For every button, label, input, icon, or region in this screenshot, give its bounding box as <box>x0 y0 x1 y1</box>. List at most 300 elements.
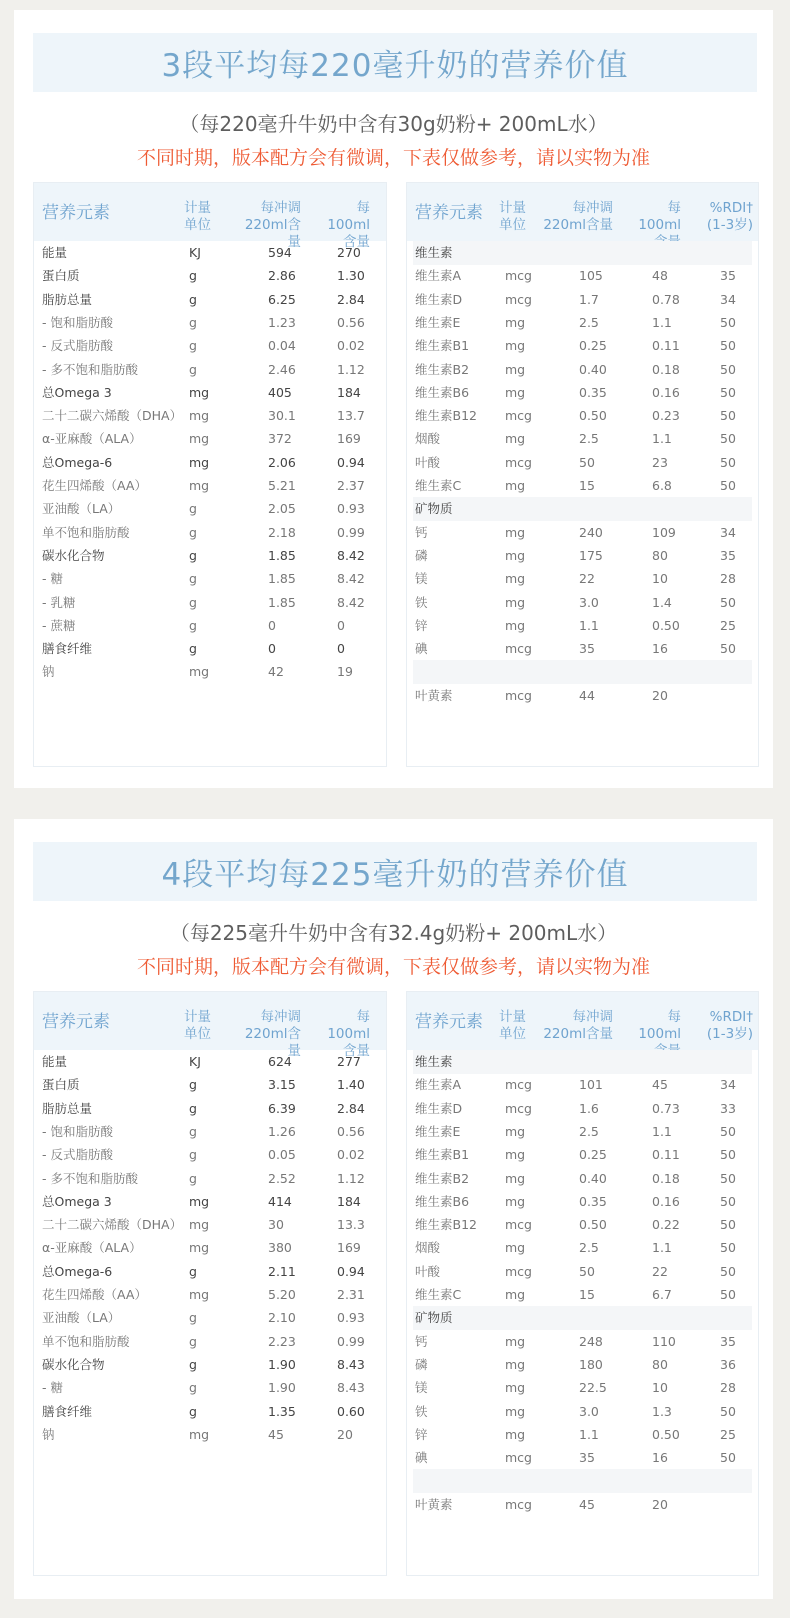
nutrient-unit: mg <box>189 431 210 447</box>
table-row <box>407 1330 758 1354</box>
nutrient-unit: g <box>189 1100 197 1116</box>
per-serving-value: 2.46 <box>268 361 296 377</box>
per-100ml-value: 0.50 <box>652 1426 680 1442</box>
group-row <box>413 497 752 521</box>
nutrient-unit: mg <box>505 1380 526 1396</box>
header-unit: 计量 单位 <box>184 1009 211 1042</box>
per-100ml-value: 0.18 <box>652 1170 680 1186</box>
per-100ml-value: 1.4 <box>652 594 672 610</box>
group-row <box>413 241 752 265</box>
nutrient-unit: g <box>189 1333 197 1349</box>
table-row <box>34 1376 386 1400</box>
per-100ml-value: 80 <box>652 1356 668 1372</box>
nutrient-unit: mcg <box>505 1450 532 1466</box>
per-serving-value: 3.0 <box>579 1403 599 1419</box>
header-per-serving: 每冲调 220ml含量 <box>244 200 301 250</box>
per-serving-value: 0.04 <box>268 338 296 354</box>
nutrient-unit: g <box>189 361 197 377</box>
per-serving-value: 2.5 <box>579 431 599 447</box>
per-serving-value: 3.15 <box>268 1077 296 1093</box>
table-row <box>34 544 386 568</box>
rdi-value: 50 <box>720 1287 736 1302</box>
nutrient-unit: mg <box>505 1333 526 1349</box>
per-100ml-value: 0.22 <box>652 1217 680 1233</box>
nutrient-unit: g <box>189 1077 197 1093</box>
per-serving-value: 180 <box>579 1356 603 1372</box>
per-100ml-value: 0.16 <box>652 384 680 400</box>
nutrient-unit: g <box>189 1403 197 1419</box>
table-row <box>34 381 386 405</box>
per-serving-value: 1.85 <box>268 571 296 587</box>
nutrient-name: 叶酸 <box>415 454 441 470</box>
nutrient-unit: mg <box>505 1147 526 1163</box>
table-row <box>34 591 386 615</box>
per-serving-value: 105 <box>579 268 603 284</box>
table-row <box>407 1236 758 1260</box>
nutrient-name: 总Omega 3 <box>42 384 112 400</box>
header-per-100ml: 每100ml 含量 <box>327 1009 370 1059</box>
table-row <box>34 567 386 591</box>
table-row <box>34 1190 386 1214</box>
rdi-value: 34 <box>720 524 736 540</box>
nutrient-unit: g <box>189 501 197 517</box>
nutrient-name: 维生素B12 <box>415 1217 477 1233</box>
per-serving-value: 405 <box>268 384 292 400</box>
per-100ml-value: 10 <box>652 1380 668 1396</box>
per-serving-value: 0.50 <box>579 408 607 424</box>
table-row <box>407 1493 758 1517</box>
per-serving-value: 240 <box>579 524 603 540</box>
table-row <box>407 1120 758 1144</box>
nutrient-name: 总Omega-6 <box>42 454 113 470</box>
nutrient-name: 矿物质 <box>415 501 453 517</box>
per-100ml-value: 1.1 <box>652 1240 672 1256</box>
per-100ml-value: 13.3 <box>337 1217 365 1233</box>
nutrient-name: 矿物质 <box>415 1310 453 1326</box>
section-subtitle: （每220毫升牛奶中含有30g奶粉+ 200mL水） <box>179 112 608 136</box>
per-100ml-value: 0.73 <box>652 1100 680 1116</box>
table-row <box>34 1213 386 1237</box>
rdi-value: 50 <box>720 1147 736 1163</box>
per-100ml-value: 0.11 <box>652 1147 680 1163</box>
per-serving-value: 1.1 <box>579 617 599 633</box>
section-title: 4段平均每225毫升奶的营养价值 <box>33 842 757 901</box>
per-100ml-value: 16 <box>652 1450 668 1466</box>
per-serving-value: 35 <box>579 1450 595 1466</box>
rdi-value: 28 <box>720 571 736 587</box>
rdi-value: 50 <box>720 1217 736 1233</box>
per-serving-value: 50 <box>579 454 595 470</box>
nutrient-name: 钙 <box>415 1333 428 1349</box>
per-100ml-value: 0.50 <box>652 617 680 633</box>
nutrient-name: 维生素 <box>415 245 453 260</box>
nutrient-name: 维生素B1 <box>415 338 470 354</box>
nutrient-unit: mcg <box>505 1263 532 1279</box>
nutrient-unit: g <box>189 1310 197 1326</box>
per-serving-value: 2.06 <box>268 454 296 470</box>
nutrient-unit: g <box>189 1123 197 1139</box>
per-serving-value: 30.1 <box>268 408 296 424</box>
table-row <box>34 241 386 265</box>
per-serving-value: 2.11 <box>268 1263 296 1279</box>
per-serving-value: 22 <box>579 571 595 587</box>
rdi-value: 28 <box>720 1380 736 1396</box>
nutrient-unit: g <box>189 268 197 284</box>
table-row <box>34 334 386 358</box>
table-row <box>34 1306 386 1330</box>
rdi-value: 50 <box>720 1123 736 1139</box>
nutrient-unit: g <box>189 1380 197 1396</box>
per-serving-value: 594 <box>268 245 292 260</box>
table-row <box>407 1446 758 1470</box>
nutrient-unit: mcg <box>505 291 532 307</box>
per-100ml-value: 109 <box>652 524 676 540</box>
per-100ml-value: 16 <box>652 641 668 657</box>
per-100ml-value: 0.23 <box>652 408 680 424</box>
nutrient-name: 叶黄素 <box>415 1496 453 1512</box>
per-serving-value: 248 <box>579 1333 603 1349</box>
per-serving-value: 42 <box>268 664 284 680</box>
table-row <box>407 521 758 545</box>
nutrient-unit: mg <box>189 664 210 680</box>
table-row <box>34 521 386 545</box>
table-row <box>34 1097 386 1121</box>
nutrient-name: 维生素B1 <box>415 1147 470 1163</box>
per-100ml-value: 0.94 <box>337 454 365 470</box>
group-row <box>413 1469 752 1493</box>
table-row <box>34 1050 386 1074</box>
per-100ml-value: 20 <box>337 1426 353 1442</box>
table-header <box>407 183 758 241</box>
nutrient-unit: mg <box>505 571 526 587</box>
nutrient-unit: g <box>189 291 197 307</box>
rdi-value: 25 <box>720 617 736 633</box>
per-100ml-value: 1.1 <box>652 314 672 330</box>
per-serving-value: 2.86 <box>268 268 296 284</box>
per-100ml-value: 20 <box>652 1496 668 1512</box>
table-row <box>407 1423 758 1447</box>
nutrient-name: 维生素A <box>415 268 462 284</box>
nutrient-name: 总Omega-6 <box>42 1263 113 1279</box>
nutrient-name: 碘 <box>415 641 428 657</box>
nutrient-unit: mg <box>505 547 526 563</box>
rdi-value: 50 <box>720 594 736 610</box>
per-serving-value: 1.23 <box>268 314 296 330</box>
group-row <box>413 660 752 684</box>
nutrient-name: - 多不饱和脂肪酸 <box>42 1170 138 1186</box>
per-100ml-value: 22 <box>652 1263 668 1279</box>
per-serving-value: 2.18 <box>268 524 296 540</box>
header-per-100ml: 每100ml 含量 <box>327 200 370 250</box>
nutrient-unit: mg <box>189 1240 210 1256</box>
per-serving-value: 6.39 <box>268 1100 296 1116</box>
per-serving-value: 1.6 <box>579 1100 599 1116</box>
per-100ml-value: 1.40 <box>337 1077 365 1093</box>
nutrient-name: 维生素C <box>415 478 462 493</box>
nutrient-name: 脂肪总量 <box>42 291 93 307</box>
nutrient-name: 维生素D <box>415 1100 463 1116</box>
nutrient-name: 单不饱和脂肪酸 <box>42 1333 130 1349</box>
rdi-value: 36 <box>720 1356 736 1372</box>
nutrient-name: - 蔗糖 <box>42 617 76 633</box>
table-row <box>34 660 386 684</box>
nutrient-unit: g <box>189 338 197 354</box>
per-100ml-value: 270 <box>337 245 361 260</box>
header-unit: 计量 单位 <box>184 200 211 233</box>
per-100ml-value: 0.02 <box>337 1147 365 1163</box>
table-row <box>407 404 758 428</box>
per-serving-value: 175 <box>579 547 603 563</box>
nutrient-table-left <box>33 991 387 1576</box>
nutrient-unit: mcg <box>505 1217 532 1233</box>
nutrient-unit: g <box>189 314 197 330</box>
per-serving-value: 5.20 <box>268 1287 296 1302</box>
table-row <box>407 311 758 335</box>
rdi-value: 35 <box>720 547 736 563</box>
per-serving-value: 15 <box>579 478 595 493</box>
table-row <box>407 358 758 382</box>
table-row <box>407 474 758 498</box>
nutrient-name: 维生素B12 <box>415 408 477 424</box>
nutrient-name: - 反式脂肪酸 <box>42 1147 113 1163</box>
nutrient-name: 蛋白质 <box>42 1077 80 1093</box>
nutrient-unit: mg <box>189 1287 210 1302</box>
nutrient-unit: mg <box>505 1403 526 1419</box>
header-name: 营养元素 <box>42 203 110 223</box>
rdi-value: 50 <box>720 1170 736 1186</box>
nutrient-unit: mg <box>505 1356 526 1372</box>
header-name: 营养元素 <box>415 1012 483 1032</box>
nutrient-unit: g <box>189 1356 197 1372</box>
nutrient-table-left <box>33 182 387 767</box>
nutrient-name: 锌 <box>415 617 428 633</box>
nutrient-name: 花生四烯酸（AA） <box>42 478 147 493</box>
nutrient-name: 维生素D <box>415 291 463 307</box>
table-row <box>34 288 386 312</box>
table-header <box>34 992 386 1059</box>
table-row <box>407 1167 758 1191</box>
nutrient-unit: mg <box>505 431 526 447</box>
nutrient-table-right <box>406 182 759 767</box>
table-row <box>34 637 386 661</box>
rdi-value: 34 <box>720 1077 736 1093</box>
nutrient-name: 叶酸 <box>415 1263 441 1279</box>
nutrient-name: 单不饱和脂肪酸 <box>42 524 130 540</box>
per-serving-value: 1.1 <box>579 1426 599 1442</box>
table-row <box>407 288 758 312</box>
nutrient-name: 铁 <box>415 1403 428 1419</box>
nutrient-name: 膳食纤维 <box>42 1403 93 1419</box>
table-row <box>407 637 758 661</box>
nutrient-name: 钠 <box>42 664 55 680</box>
nutrient-unit: g <box>189 1147 197 1163</box>
nutrient-name: 维生素B6 <box>415 1193 470 1209</box>
rdi-value: 50 <box>720 1263 736 1279</box>
nutrient-name: 烟酸 <box>415 431 441 447</box>
nutrient-unit: g <box>189 641 197 657</box>
nutrient-unit: mg <box>505 524 526 540</box>
table-row <box>407 544 758 568</box>
table-row <box>407 451 758 475</box>
nutrient-unit: mg <box>189 408 210 424</box>
nutrient-unit: mg <box>189 454 210 470</box>
nutrient-name: 亚油酸（LA） <box>42 501 121 517</box>
nutrient-unit: mcg <box>505 268 532 284</box>
nutrient-name: 磷 <box>415 547 428 563</box>
nutrient-name: 维生素C <box>415 1287 462 1302</box>
rdi-value: 50 <box>720 1403 736 1419</box>
nutrient-name: 镁 <box>415 1380 428 1396</box>
per-100ml-value: 2.84 <box>337 291 365 307</box>
table-row <box>34 497 386 521</box>
nutrient-unit: mg <box>505 594 526 610</box>
per-100ml-value: 1.1 <box>652 1123 672 1139</box>
table-row <box>407 1190 758 1214</box>
rdi-value: 50 <box>720 361 736 377</box>
per-serving-value: 2.5 <box>579 1123 599 1139</box>
per-100ml-value: 20 <box>652 687 668 703</box>
per-100ml-value: 23 <box>652 454 668 470</box>
nutrient-unit: mg <box>505 478 526 493</box>
per-serving-value: 1.7 <box>579 291 599 307</box>
per-serving-value: 1.90 <box>268 1380 296 1396</box>
table-row <box>34 1260 386 1284</box>
per-100ml-value: 0.02 <box>337 338 365 354</box>
nutrient-name: 叶黄素 <box>415 687 453 703</box>
per-100ml-value: 0 <box>337 617 345 633</box>
per-serving-value: 45 <box>579 1496 595 1512</box>
table-row <box>34 1167 386 1191</box>
section-title: 3段平均每220毫升奶的营养价值 <box>33 33 757 92</box>
nutrient-unit: mg <box>505 617 526 633</box>
per-100ml-value: 169 <box>337 431 361 447</box>
table-row <box>34 1120 386 1144</box>
header-rdi: %RDI† (1-3岁) <box>706 200 753 233</box>
per-100ml-value: 0.16 <box>652 1193 680 1209</box>
nutrient-name: - 多不饱和脂肪酸 <box>42 361 138 377</box>
table-row <box>34 1283 386 1307</box>
rdi-value: 50 <box>720 454 736 470</box>
nutrient-unit: mg <box>189 1426 210 1442</box>
nutrient-name: - 饱和脂肪酸 <box>42 1123 113 1139</box>
table-row <box>34 614 386 638</box>
per-serving-value: 1.26 <box>268 1123 296 1139</box>
table-row <box>407 1143 758 1167</box>
nutrient-name: 维生素E <box>415 314 461 330</box>
table-row <box>407 614 758 638</box>
table-row <box>34 1423 386 1447</box>
nutrient-unit: g <box>189 1170 197 1186</box>
nutrient-unit: mg <box>505 314 526 330</box>
nutrient-unit: g <box>189 594 197 610</box>
nutrient-name: - 乳糖 <box>42 594 76 610</box>
per-100ml-value: 6.8 <box>652 478 672 493</box>
per-100ml-value: 13.7 <box>337 408 365 424</box>
per-100ml-value: 110 <box>652 1333 676 1349</box>
table-row <box>34 264 386 288</box>
per-serving-value: 0.25 <box>579 338 607 354</box>
per-serving-value: 380 <box>268 1240 292 1256</box>
nutrient-unit: mg <box>189 384 210 400</box>
nutrient-unit: mcg <box>505 641 532 657</box>
nutrient-name: 钠 <box>42 1426 55 1442</box>
nutrient-name: 脂肪总量 <box>42 1100 93 1116</box>
nutrient-name: 维生素B2 <box>415 1170 470 1186</box>
table-header <box>407 992 758 1050</box>
per-100ml-value: 8.43 <box>337 1356 365 1372</box>
per-100ml-value: 0.56 <box>337 314 365 330</box>
rdi-value: 35 <box>720 1333 736 1349</box>
per-serving-value: 372 <box>268 431 292 447</box>
nutrient-unit: mg <box>189 478 210 493</box>
rdi-value: 50 <box>720 641 736 657</box>
table-row <box>34 1353 386 1377</box>
rdi-value: 50 <box>720 431 736 447</box>
nutrient-name: 花生四烯酸（AA） <box>42 1287 147 1302</box>
nutrient-name: 蛋白质 <box>42 268 80 284</box>
per-serving-value: 0.25 <box>579 1147 607 1163</box>
per-serving-value: 3.0 <box>579 594 599 610</box>
per-100ml-value: 48 <box>652 268 668 284</box>
per-serving-value: 2.52 <box>268 1170 296 1186</box>
nutrient-unit: mcg <box>505 408 532 424</box>
table-row <box>34 358 386 382</box>
per-100ml-value: 1.30 <box>337 268 365 284</box>
rdi-value: 35 <box>720 268 736 284</box>
nutrient-unit: KJ <box>189 1054 201 1069</box>
per-serving-value: 30 <box>268 1217 284 1233</box>
rdi-value: 50 <box>720 408 736 424</box>
nutrient-name: 镁 <box>415 571 428 587</box>
table-row <box>407 1213 758 1237</box>
table-row <box>34 1330 386 1354</box>
table-row <box>34 1073 386 1097</box>
nutrient-unit: mg <box>505 338 526 354</box>
header-name: 营养元素 <box>42 1012 110 1032</box>
per-serving-value: 2.5 <box>579 314 599 330</box>
nutrient-unit: mg <box>505 1240 526 1256</box>
per-100ml-value: 0.11 <box>652 338 680 354</box>
nutrient-unit: mg <box>505 1287 526 1302</box>
section-subtitle: （每225毫升牛奶中含有32.4g奶粉+ 200mL水） <box>169 921 618 945</box>
rdi-value: 50 <box>720 1193 736 1209</box>
nutrient-unit: mg <box>505 361 526 377</box>
per-serving-value: 0.05 <box>268 1147 296 1163</box>
per-serving-value: 1.90 <box>268 1356 296 1372</box>
per-100ml-value: 1.1 <box>652 431 672 447</box>
nutrient-unit: mcg <box>505 687 532 703</box>
header-per-serving: 每冲调 220ml含量 <box>244 1009 301 1059</box>
rdi-value: 50 <box>720 314 736 330</box>
header-name: 营养元素 <box>415 203 483 223</box>
header-per-100ml: 每100ml <box>638 1009 681 1042</box>
per-serving-value: 624 <box>268 1054 292 1069</box>
table-row <box>407 591 758 615</box>
table-row <box>34 474 386 498</box>
per-100ml-value: 2.84 <box>337 1100 365 1116</box>
per-100ml-value: 80 <box>652 547 668 563</box>
nutrient-name: 能量 <box>42 245 68 260</box>
per-serving-value: 2.10 <box>268 1310 296 1326</box>
per-serving-value: 0.40 <box>579 361 607 377</box>
table-row <box>407 1353 758 1377</box>
nutrient-name: 磷 <box>415 1356 428 1372</box>
rdi-value: 50 <box>720 1240 736 1256</box>
nutrient-name: 维生素A <box>415 1077 462 1093</box>
per-100ml-value: 6.7 <box>652 1287 672 1302</box>
per-serving-value: 0.35 <box>579 1193 607 1209</box>
header-per-serving: 每冲调 220ml含量 <box>543 200 613 233</box>
